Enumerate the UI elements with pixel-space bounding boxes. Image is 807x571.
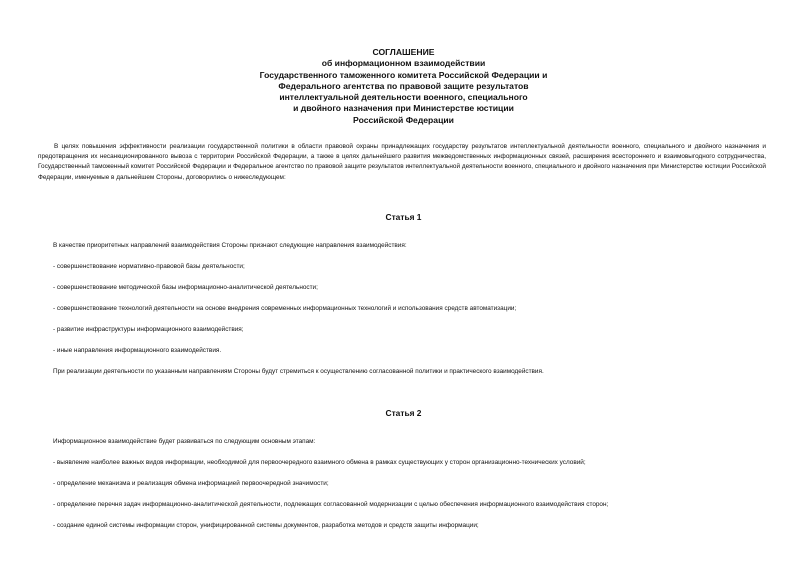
title-line: СОГЛАШЕНИЕ <box>372 47 435 57</box>
article-2-intro: Информационное взаимодействие будет развиваться по следующим основным этапам: <box>53 438 316 445</box>
article-2-item: - создание единой системы информации сторон, унифицированной системы документов, разработка методов и средств защиты информации; <box>53 522 479 529</box>
article-2-item: - выявление наиболее важных видов информации, необходимой для первоочередного взаимного обмена в рамках существующих у сторон организационно-технических условий; <box>53 459 586 466</box>
article-1-heading: Статья 1 <box>385 212 422 222</box>
article-1-intro: В качестве приоритетных направлений взаимодействия Стороны признают следующие направления взаимодействия: <box>53 242 407 249</box>
title-line: об информационном взаимодействии <box>321 58 486 69</box>
preamble-paragraph: В целях повышения эффективности реализации государственной политики в области правовой охраны принадлежащих государству результатов интеллектуальной деятельности военного, специального и двойного назначения и предотвращения их несанкционированного вывоза с территории Российской Федерации, а также в целях дальнейшего развития межведомственных информационных связей, расширения всестороннего и взаимовыгодного сотрудничества, Государственный таможенный комитет Российской Федерации и Федеральное агентство по правовой защите результатов интеллектуальной деятельности военного, специального и двойного назначения при Министерстве юстиции Российской Федерации, именуемые в дальнейшем Стороны, договорились о нижеследующем: <box>38 143 766 181</box>
article-2-item: - определение перечня задач информационно-аналитической деятельности, подлежащих согласованной модернизации с целью обеспечения информационного взаимодействия сторон; <box>53 501 609 508</box>
title-line: Государственного таможенного комитета Российской Федерации и <box>259 69 548 80</box>
article-1-item: - иные направления информационного взаимодействия. <box>53 347 222 354</box>
article-1-item: - совершенствование технологий деятельности на основе внедрения современных информационных технологий и использования средств автоматизации; <box>53 305 517 312</box>
title-line: и двойного назначения при Министерстве юстиции <box>293 103 514 114</box>
title-line: Федерального агентства по правовой защите результатов <box>278 80 529 91</box>
article-2-heading: Статья 2 <box>385 408 422 418</box>
article-2-item: - определение механизма и реализация обмена информацией первоочередной значимости; <box>53 480 329 487</box>
article-1-closing: При реализации деятельности по указанным направлениям Стороны будут стремиться к осуществлению согласованной политики и практического взаимодействия. <box>53 368 544 375</box>
document-title <box>0 47 807 126</box>
article-1-item: - совершенствование нормативно-правовой базы деятельности; <box>53 263 245 270</box>
title-line: интеллектуальной деятельности военного, специального <box>279 92 528 103</box>
title-line: Российской Федерации <box>353 114 454 125</box>
article-1-item: - развитие инфраструктуры информационного взаимодействия; <box>53 326 244 333</box>
article-1-item: - совершенствование методической базы информационно-аналитической деятельности; <box>53 284 318 291</box>
